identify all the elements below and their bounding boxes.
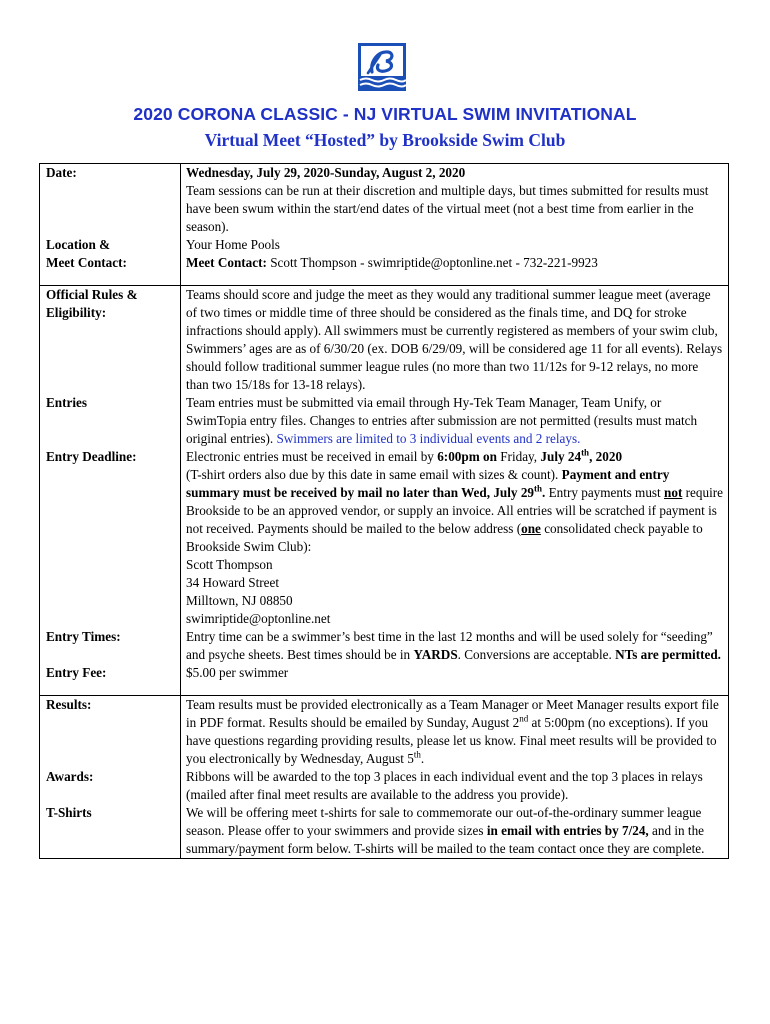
meet-info-table xyxy=(39,163,729,859)
deadline-period: . xyxy=(542,485,546,500)
meet-contact-value: Scott Thompson - swimriptide@optonline.net - 732-221-9923 xyxy=(266,255,598,270)
mail-address-city: Milltown, NJ 08850 xyxy=(186,593,293,608)
location-pools: Your Home Pools xyxy=(186,237,280,252)
mail-address-email: swimriptide@optonline.net xyxy=(186,611,331,626)
deadline-day: Friday, xyxy=(496,449,541,464)
rules-row xyxy=(40,286,729,395)
entries-limit: Swimmers are limited to 3 individual events and 2 relays. xyxy=(276,431,581,446)
tshirts-text-2: and in the summary/payment form below. T-shirts will be mailed to the team contact once they are complete. xyxy=(186,823,705,856)
entries-label: Entries xyxy=(40,394,181,448)
deadline-text-4: consolidated check payable to Brookside Swim Club): xyxy=(186,521,703,554)
date-heading: Wednesday, July 29, 2020-Sunday, August 2, 2020 xyxy=(186,165,466,180)
fee-label: Entry Fee: xyxy=(40,664,181,696)
entries-row xyxy=(40,394,729,448)
results-text-1: Team results must be provided electronically as a Team Manager or Meet Manager results export file in PDF format. Results should be emailed by Sunday, August 2 xyxy=(186,697,719,730)
brookside-swim-club-logo-icon xyxy=(358,43,406,91)
results-label: Results: xyxy=(40,696,181,769)
results-row xyxy=(40,696,729,769)
fee-row xyxy=(40,664,729,696)
mail-address-street: 34 Howard Street xyxy=(186,575,280,590)
mail-address-name: Scott Thompson xyxy=(186,557,273,572)
deadline-payment-due: Payment and entry summary must be received by mail no later than Wed, July 29 xyxy=(186,467,670,500)
results-sup-1: nd xyxy=(519,713,529,724)
results-text-3: . xyxy=(420,751,425,766)
deadline-text-3: require Brookside to be an approved vendor, or supply an invoice. All entries will be scratched if payment is not received. Payments should be mailed to the below address ( xyxy=(186,485,723,536)
times-nt: NTs are permitted. xyxy=(615,647,721,662)
deadline-not: not xyxy=(664,485,683,500)
date-body: Team sessions can be run at their discretion and multiple days, but times submitted for results must have been swum within the start/end dates of the virtual meet (not a best time from earlier in the season). xyxy=(186,183,709,234)
times-yards: YARDS xyxy=(413,647,458,662)
awards-text: Ribbons will be awarded to the top 3 places in each individual event and the top 3 places in relays (mailed after final meet results are available to the address you provide). xyxy=(181,768,729,804)
meet-contact-label: Meet Contact: xyxy=(186,255,267,270)
rules-label-line1: Official Rules & xyxy=(46,287,138,302)
page-subtitle: Virtual Meet “Hosted” by Brookside Swim Club xyxy=(204,130,566,150)
deadline-date: July 24 xyxy=(540,449,582,464)
tshirts-text-1: We will be offering meet t-shirts for sale to commemorate our out-of-the-ordinary summer league season. Please offer to your swimmers and provide sizes xyxy=(186,805,702,838)
tshirts-deadline: in email with entries by 7/24, xyxy=(486,823,649,838)
location-row xyxy=(40,236,729,286)
awards-row xyxy=(40,768,729,804)
date-row xyxy=(40,164,729,237)
rules-text: Teams should score and judge the meet as they would any traditional summer league meet (average of two times or middle time of three should be considered as the finals time, and DQ for stroke infractions should apply). All swimmers must be currently registered as members of your swim club, Swimmers’ ages are as of 6/30/20 (ex. DOB 6/29/09, will be considered age 11 for all events). Relays should follow traditional summer league rules (no more than two 11/12s for 9-12 relays, no more than two 15/18s for 13-18 relays). xyxy=(181,286,729,395)
deadline-one: one xyxy=(521,521,541,536)
deadline-time: 6:00pm on xyxy=(437,449,497,464)
location-label-line1: Location & xyxy=(46,237,111,252)
location-label-line2: Meet Contact: xyxy=(46,255,127,270)
awards-label: Awards: xyxy=(40,768,181,804)
deadline-date-sup: th xyxy=(581,447,590,458)
date-label: Date: xyxy=(40,164,181,237)
fee-text: $5.00 per swimmer xyxy=(186,665,289,680)
tshirts-row xyxy=(40,804,729,859)
deadline-row xyxy=(40,448,729,628)
deadline-tshirt-note: (T-shirt orders also due by this date in same email with sizes & count). xyxy=(186,467,562,482)
deadline-label: Entry Deadline: xyxy=(40,448,181,628)
deadline-text-1: Electronic entries must be received in email by xyxy=(186,449,438,464)
times-row xyxy=(40,628,729,664)
tshirts-label: T-Shirts xyxy=(40,804,181,859)
times-text-2: . Conversions are acceptable. xyxy=(457,647,616,662)
rules-label-line2: Eligibility: xyxy=(46,305,107,320)
entries-text: Team entries must be submitted via email through Hy-Tek Team Manager, Team Unify, or SwimTopia entry files. Changes to entries after submission are not permitted (results must match original entries). xyxy=(186,395,698,446)
deadline-text-2: Entry payments must xyxy=(545,485,665,500)
times-label: Entry Times: xyxy=(40,628,181,664)
deadline-year: , 2020 xyxy=(589,449,623,464)
results-sup-2: th xyxy=(413,749,421,760)
results-text-2: at 5:00pm (no exceptions). If you have questions regarding providing results, please let us know. Final meet results will be provided to you electronically by Wednesday, August 5 xyxy=(186,715,717,766)
deadline-payment-sup: th xyxy=(534,483,543,494)
times-text-1: Entry time can be a swimmer’s best time in the last 12 months and will be used solely for “seeding” and psyche sheets. Best times should be in xyxy=(186,629,713,662)
page-title: 2020 CORONA CLASSIC - NJ VIRTUAL SWIM INVITATIONAL xyxy=(133,104,637,124)
